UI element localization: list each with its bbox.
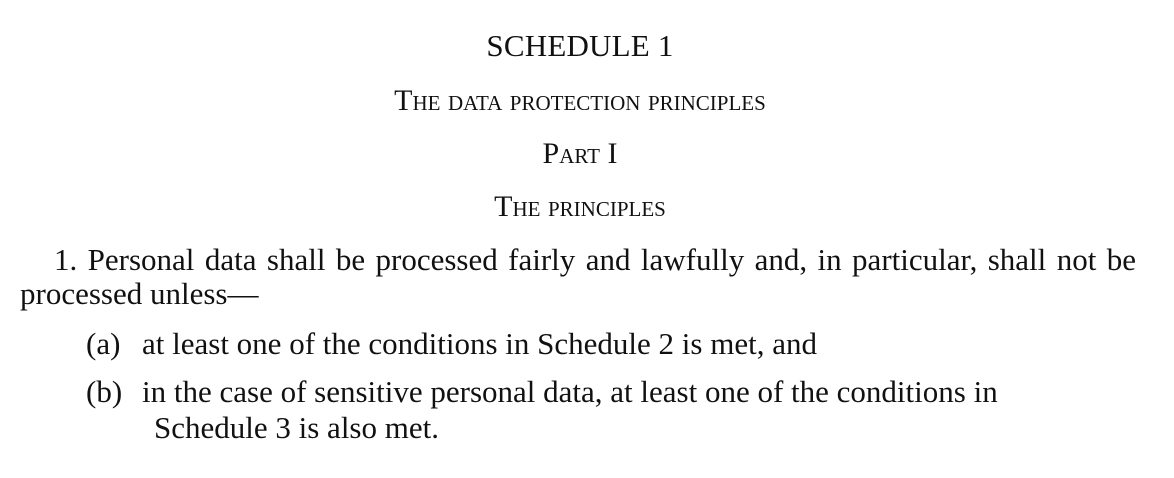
list-item-b (86, 374, 1136, 446)
list-marker-a: (a) (86, 326, 121, 361)
part-heading: Part I (542, 137, 618, 170)
list-item-b-text-line-1: in the case of sensitive personal data, at least one of the conditions in (142, 374, 998, 409)
part-title: The principles (494, 190, 666, 223)
list-item-b-text-line-2: Schedule 3 is also met. (154, 410, 439, 445)
list-item-b-first-line (86, 374, 1136, 410)
list-item-a (86, 326, 1136, 362)
list-marker-b: (b) (86, 374, 123, 409)
schedule-title: The data protection principles (394, 84, 766, 117)
principle-paragraph-1: 1. Personal data shall be processed fairly and lawfully and, in particular, shall not be processed unless— (20, 242, 1136, 311)
list-item-a-text: at least one of the conditions in Schedule 2 is met, and (142, 326, 817, 361)
schedule-heading: SCHEDULE 1 (486, 28, 674, 63)
